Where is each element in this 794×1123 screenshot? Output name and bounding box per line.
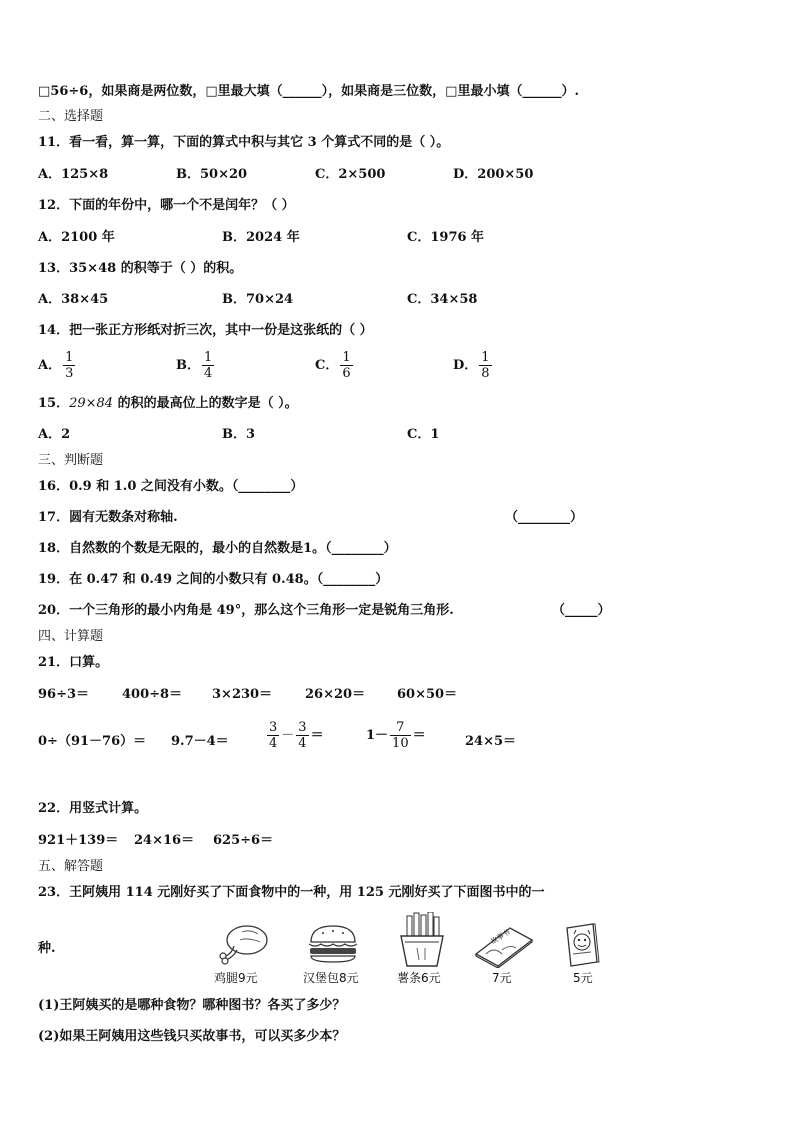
calc-item: 0÷（91－76）＝ — [38, 734, 147, 749]
fraction: $\frac{1}{6}$ — [342, 350, 351, 381]
question-15: 15．29×84 的积的最高位上的数字是（ ）。 — [38, 396, 298, 411]
fraction: $\frac{1}{8}$ — [481, 350, 490, 381]
section-4-title: 四、计算题 — [38, 629, 104, 644]
fraction: $\frac{3}{4}$ — [298, 720, 307, 751]
question-19: 19．在 0.47 和 0.49 之间的小数只有 0.48。（________） — [38, 572, 389, 587]
q17-answer-blank[interactable]: （________） — [505, 510, 584, 525]
calc-item: 24×16＝ — [134, 833, 195, 848]
calc-item: 96÷3＝ — [38, 687, 90, 702]
question-21: 21．口算。 — [38, 655, 109, 670]
q14-option-b: B． $\frac{1}{4}$ — [176, 350, 213, 381]
q15-option-c: C．1 — [407, 427, 440, 442]
calc-item-one-minus-fraction: 1－ $\frac{7}{10}$ ＝ — [366, 720, 426, 751]
question-17: 17．圆有无数条对称轴. — [38, 510, 178, 525]
q13-option-a: A．38×45 — [38, 292, 109, 307]
question-23-continuation: 种. — [38, 941, 56, 956]
question-23: 23．王阿姨用 114 元刚好买了下面食物中的一种，用 125 元刚好买了下面图书中的一 — [38, 885, 545, 900]
question-18: 18．自然数的个数是无限的，最小的自然数是1。（________） — [38, 541, 397, 556]
calc-item: 26×20＝ — [305, 687, 366, 702]
question-13: 13．35×48 的积等于（ ）的积。 — [38, 261, 243, 276]
q14-option-d: D． $\frac{1}{8}$ — [453, 350, 490, 381]
story-book-price: 7元 — [492, 971, 512, 985]
placeholder-box: □ — [38, 84, 51, 99]
fraction: $\frac{7}{10}$ — [392, 720, 409, 751]
question-14: 14．把一张正方形纸对折三次，其中一份是这张纸的（ ） — [38, 323, 373, 338]
question-11: 11．看一看，算一算，下面的算式中积与其它 3 个算式不同的是（ ）。 — [38, 135, 450, 150]
q15-option-b: B．3 — [222, 427, 256, 442]
question-23-part-1: (1)王阿姨买的是哪种食物？哪种图书？各买了多少？ — [38, 998, 346, 1013]
calc-item: 625÷6＝ — [213, 833, 274, 848]
question-23-part-2: (2)如果王阿姨用这些钱只买故事书，可以买多少本？ — [38, 1029, 346, 1044]
q14-option-a: A． $\frac{1}{3}$ — [38, 350, 74, 381]
calc-item: 400÷8＝ — [122, 687, 183, 702]
calc-item: 60×50＝ — [397, 687, 458, 702]
q12-option-a: A．2100 年 — [38, 230, 115, 245]
section-3-title: 三、判断题 — [38, 453, 104, 468]
question-20: 20．一个三角形的最小内角是 49°，那么这个三角形一定是锐角三角形. — [38, 603, 454, 618]
book-title: 故事书 — [489, 928, 512, 946]
section-2-title: 二、选择题 — [38, 109, 104, 124]
chicken-leg-price: 鸡腿9元 — [214, 971, 258, 985]
question-22: 22．用竖式计算。 — [38, 801, 148, 816]
section-5-title: 五、解答题 — [38, 859, 104, 874]
q14-option-c: C． $\frac{1}{6}$ — [315, 350, 351, 381]
picture-book-picture — [563, 922, 603, 972]
q13-option-c: C．34×58 — [407, 292, 478, 307]
placeholder-box: □ — [445, 84, 458, 99]
picture-book-price: 5元 — [573, 971, 593, 985]
fraction: $\frac{1}{3}$ — [65, 350, 74, 381]
expression: 29×84 — [69, 396, 114, 411]
french-fries-picture — [397, 912, 447, 972]
q11-option-a: A．125×8 — [38, 167, 109, 182]
q15-option-a: A．2 — [38, 427, 71, 442]
calc-item: 24×5＝ — [465, 734, 517, 749]
french-fries-price: 薯条6元 — [397, 971, 441, 985]
q12-option-c: C．1976 年 — [407, 230, 485, 245]
hamburger-price: 汉堡包8元 — [303, 971, 359, 985]
fraction: $\frac{1}{4}$ — [204, 350, 213, 381]
story-book-picture — [472, 924, 534, 972]
q20-answer-blank[interactable]: （_____） — [552, 603, 611, 618]
question-10: □56÷6，如果商是两位数，□里最大填（______），如果商是三位数，□里最小填（______）. — [38, 84, 579, 99]
calc-item: 9.7－4＝ — [171, 734, 229, 749]
fraction: $\frac{3}{4}$ — [269, 720, 278, 751]
hamburger-picture — [305, 922, 361, 970]
q13-option-b: B．70×24 — [222, 292, 294, 307]
calc-item: 921＋139＝ — [38, 833, 119, 848]
q12-option-b: B．2024 年 — [222, 230, 300, 245]
question-12: 12．下面的年份中，哪一个不是闰年？（ ） — [38, 198, 295, 213]
calc-item: 3×230＝ — [212, 687, 273, 702]
calc-item-fraction-subtract: $\frac{3}{4}$ － $\frac{3}{4}$ ＝ — [269, 720, 324, 751]
q11-option-c: C．2×500 — [315, 167, 386, 182]
q11-option-b: B．50×20 — [176, 167, 248, 182]
chicken-leg-picture — [212, 920, 272, 972]
placeholder-box: □ — [205, 84, 218, 99]
q11-option-d: D．200×50 — [453, 167, 534, 182]
question-16: 16．0.9 和 1.0 之间没有小数。（________） — [38, 479, 304, 494]
